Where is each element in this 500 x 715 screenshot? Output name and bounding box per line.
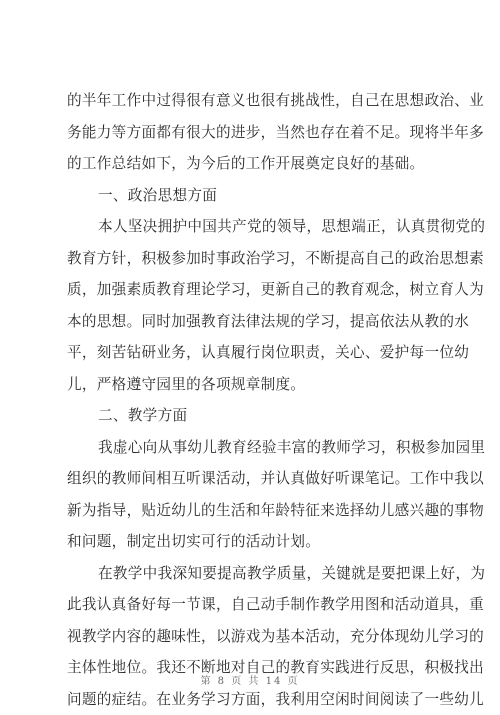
paragraph-line: 我虚心向从事幼儿教育经验丰富的教师学习，积极参加园里	[67, 432, 445, 464]
paragraph-line: 的工作总结如下，为今后的工作开展奠定良好的基础。	[67, 148, 445, 180]
paragraph-line: 在教学中我深知要提高教学质量，关键就是要把课上好，为	[67, 558, 445, 590]
paragraph-line: 本人坚决拥护中国共产党的领导，思想端正，认真贯彻党的	[67, 211, 445, 243]
document-body	[67, 85, 445, 715]
page-number-footer: 第 8 页 共 14 页	[0, 672, 500, 687]
paragraph-line: 组织的教师间相互听课活动，并认真做好听课笔记。工作中我以	[67, 463, 445, 495]
paragraph-line: 新为指导，贴近幼儿的生活和年龄特征来选择幼儿感兴趣的事物	[67, 495, 445, 527]
paragraph-line: 此我认真备好每一节课，自己动手制作教学用图和活动道具，重	[67, 589, 445, 621]
paragraph-line: 视教学内容的趣味性，以游戏为基本活动，充分体现幼儿学习的	[67, 621, 445, 653]
paragraph-line: 务能力等方面都有很大的进步，当然也存在着不足。现将半年多	[67, 117, 445, 149]
paragraph-line: 的半年工作中过得很有意义也很有挑战性，自己在思想政治、业	[67, 85, 445, 117]
paragraph-line: 和问题，制定出切实可行的活动计划。	[67, 526, 445, 558]
section-heading-teaching: 二、教学方面	[67, 400, 445, 432]
paragraph-line: 儿，严格遵守园里的各项规章制度。	[67, 369, 445, 401]
paragraph-line: 质，加强素质教育理论学习，更新自己的教育观念，树立育人为	[67, 274, 445, 306]
paragraph-line: 本的思想。同时加强教育法律法规的学习，提高依法从教的水	[67, 306, 445, 338]
paragraph-line: 教育方针，积极参加时事政治学习，不断提高自己的政治思想素	[67, 243, 445, 275]
paragraph-line: 主体性地位。我还不断地对自己的教育实践进行反思，积极找出	[67, 652, 445, 684]
paragraph-line: 问题的症结。在业务学习方面，我利用空闲时间阅读了一些幼儿	[67, 684, 445, 715]
section-heading-politics: 一、政治思想方面	[67, 180, 445, 212]
paragraph-line: 平，刻苦钻研业务，认真履行岗位职责，关心、爱护每一位幼	[67, 337, 445, 369]
